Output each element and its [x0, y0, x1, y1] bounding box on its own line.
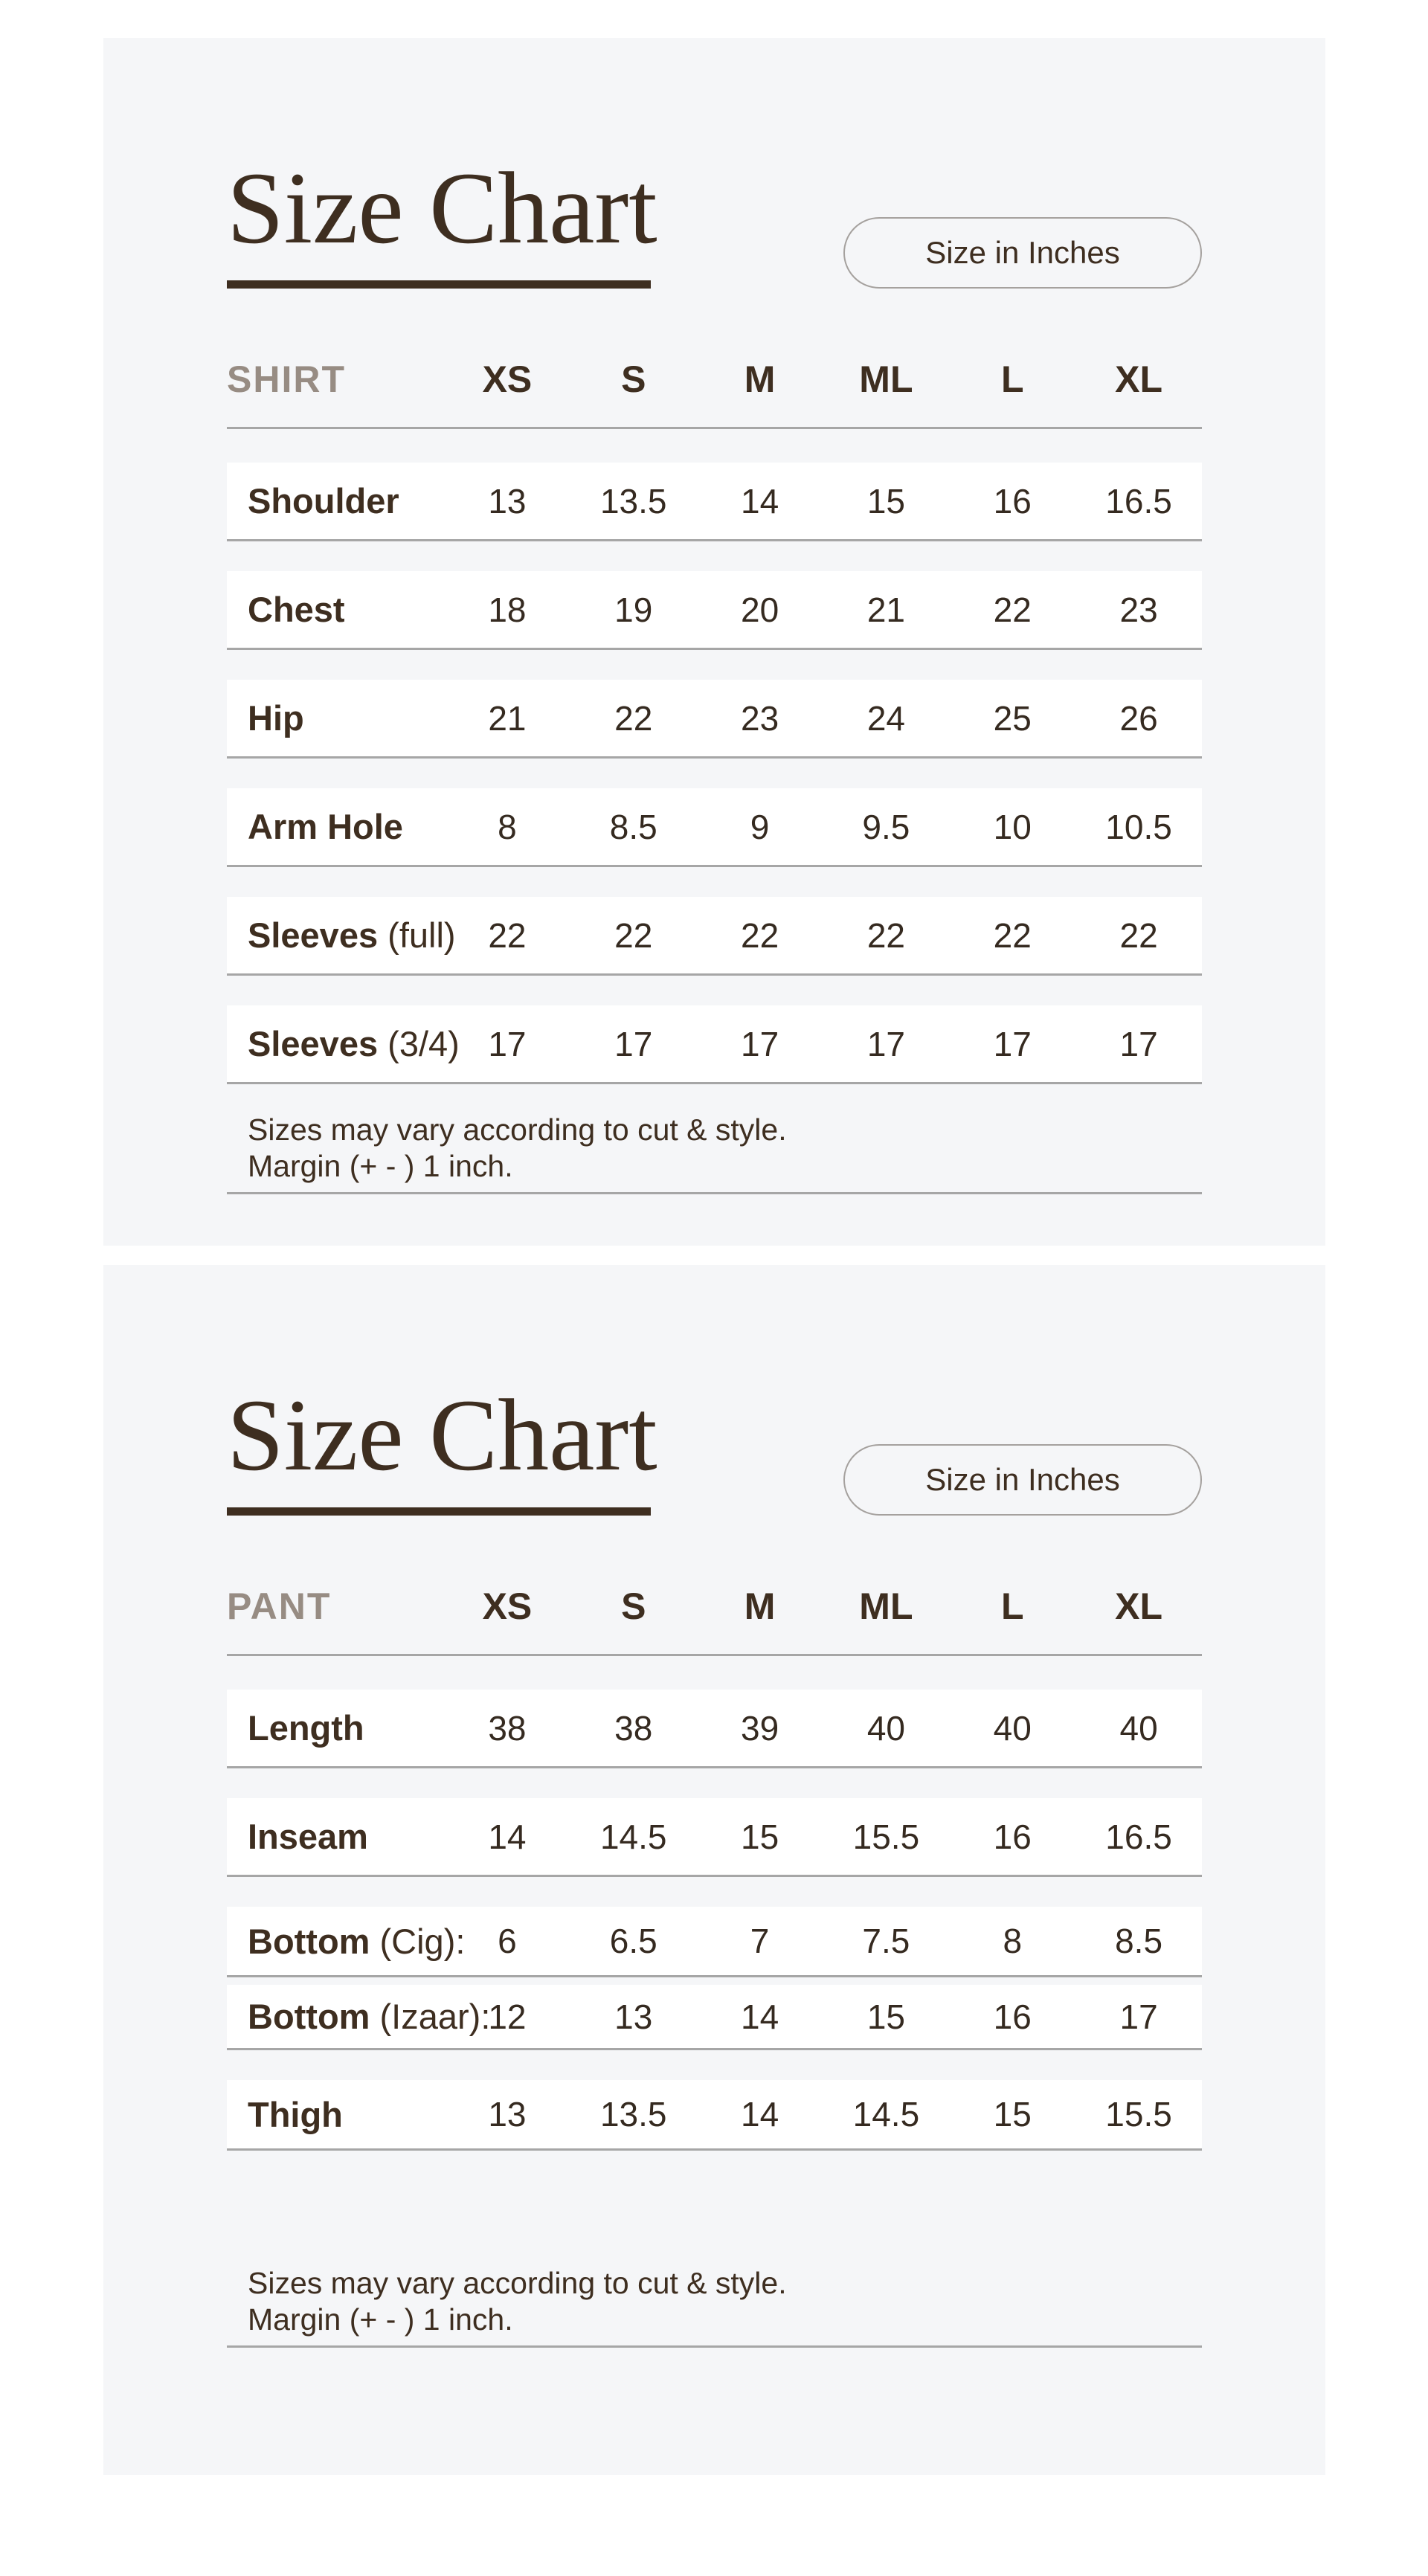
row-label	[227, 915, 456, 956]
row-label	[227, 480, 444, 521]
row-value: 8.5	[1115, 1922, 1163, 1960]
row-value: 24	[866, 698, 905, 738]
row-value: 16.5	[1105, 1817, 1172, 1856]
row-value: 22	[866, 915, 905, 955]
row-inseam	[227, 1798, 1202, 1877]
row-thigh	[227, 2080, 1202, 2151]
row-label-text: Arm Hole	[248, 807, 403, 846]
row-value: 38	[614, 1708, 653, 1748]
row-chest	[227, 571, 1202, 650]
row-label-text: Inseam	[248, 1817, 368, 1856]
row-value: 40	[1119, 1708, 1158, 1748]
row-value: 7.5	[862, 1922, 910, 1960]
row-value: 13.5	[599, 2095, 667, 2134]
row-label	[227, 1921, 466, 1962]
row-label-suffix: (Izaar):	[370, 1997, 491, 2036]
row-value: 17	[1119, 1997, 1158, 2036]
note-line-2: Margin (+ - ) 1 inch.	[248, 2302, 513, 2337]
row-value: 22	[614, 698, 653, 738]
row-value: 15	[740, 1817, 779, 1856]
row-label	[227, 806, 444, 847]
row-label-text: Sleeves	[248, 1024, 379, 1063]
size-chart-panel-shirt	[103, 38, 1325, 1246]
row-value: 13	[488, 481, 527, 521]
row-value: 10	[993, 807, 1032, 846]
size-column-header-xl: XL	[1115, 358, 1163, 400]
row-value: 17	[740, 1024, 779, 1063]
row-value: 13	[488, 2095, 527, 2134]
size-column-header-ml: ML	[859, 358, 913, 400]
row-value: 26	[1119, 698, 1158, 738]
row-value: 19	[614, 590, 653, 629]
row-value: 16.5	[1105, 481, 1172, 521]
size-column-header-ml: ML	[859, 1585, 913, 1627]
row-value: 22	[614, 915, 653, 955]
row-value: 17	[1119, 1024, 1158, 1063]
note-line-2: Margin (+ - ) 1 inch.	[248, 1149, 513, 1183]
row-value: 16	[993, 481, 1032, 521]
row-label	[227, 589, 444, 630]
row-label-text: Bottom	[248, 1997, 370, 2036]
row-value: 38	[488, 1708, 527, 1748]
row-value: 22	[740, 915, 779, 955]
row-value: 10.5	[1105, 807, 1172, 846]
note-line-1: Sizes may vary according to cut & style.	[248, 2266, 787, 2300]
row-value: 17	[488, 1024, 527, 1063]
size-in-inches-button[interactable]: Size in Inches	[843, 217, 1202, 289]
row-value: 8	[498, 807, 517, 846]
table-label-pant: PANT	[227, 1585, 332, 1627]
size-column-header-s: S	[621, 358, 646, 400]
row-value: 14	[740, 1997, 779, 2036]
row-value: 6	[498, 1922, 517, 1960]
row-value: 25	[993, 698, 1032, 738]
row-value: 23	[1119, 590, 1158, 629]
panel-header	[227, 1378, 1202, 1516]
row-value: 14	[740, 481, 779, 521]
row-value: 15	[993, 2095, 1032, 2134]
row-value: 22	[1119, 915, 1158, 955]
row-value: 8.5	[609, 807, 657, 846]
size-column-header-l: L	[1000, 1585, 1024, 1627]
row-value: 21	[866, 590, 905, 629]
note-line-1: Sizes may vary according to cut & style.	[248, 1112, 787, 1147]
measurement-rows	[227, 463, 1202, 1084]
size-column-header-l: L	[1000, 358, 1024, 400]
size-column-header-xl: XL	[1115, 1585, 1163, 1627]
row-value: 15	[866, 1997, 905, 2036]
row-label	[227, 1816, 444, 1857]
row-value: 15	[866, 481, 905, 521]
row-length	[227, 1690, 1202, 1768]
row-value: 13.5	[599, 481, 667, 521]
row-bottom-izaar	[227, 1985, 1202, 2050]
size-in-inches-button[interactable]: Size in Inches	[843, 1444, 1202, 1516]
row-label-suffix: (full)	[378, 915, 456, 955]
row-label-text: Hip	[248, 698, 304, 738]
row-value: 17	[614, 1024, 653, 1063]
row-value: 40	[993, 1708, 1032, 1748]
row-value: 15.5	[852, 1817, 920, 1856]
size-chart-title: Size Chart	[227, 151, 657, 265]
row-value: 20	[740, 590, 779, 629]
row-label	[227, 2094, 444, 2135]
row-value: 8	[1003, 1922, 1023, 1960]
row-value: 16	[993, 1997, 1032, 2036]
row-value: 23	[740, 698, 779, 738]
row-value: 9	[750, 807, 770, 846]
row-label	[227, 698, 444, 738]
row-arm-hole	[227, 788, 1202, 867]
row-label-suffix: (Cig):	[370, 1921, 466, 1961]
row-hip	[227, 680, 1202, 759]
row-value: 6.5	[609, 1922, 657, 1960]
table-header-row	[227, 358, 1202, 429]
row-shoulder	[227, 463, 1202, 541]
row-value: 17	[993, 1024, 1032, 1063]
size-column-header-xs: XS	[482, 358, 533, 400]
title-block	[227, 151, 657, 289]
size-chart-panel-pant	[103, 1265, 1325, 2475]
note-text	[227, 1112, 1202, 1185]
row-label	[227, 1707, 444, 1748]
row-value: 18	[488, 590, 527, 629]
row-value: 22	[488, 915, 527, 955]
row-label-text: Chest	[248, 590, 345, 629]
row-value: 39	[740, 1708, 779, 1748]
row-label	[227, 1996, 491, 2037]
row-sleeves-three-quarter	[227, 1005, 1202, 1084]
row-label	[227, 1023, 460, 1064]
row-value: 9.5	[862, 807, 910, 846]
row-value: 14	[488, 1817, 527, 1856]
row-value: 14.5	[599, 1817, 667, 1856]
row-sleeves-full	[227, 897, 1202, 976]
row-value: 15.5	[1105, 2095, 1172, 2134]
row-label-text: Shoulder	[248, 481, 399, 521]
table-header-row	[227, 1585, 1202, 1656]
table-label-shirt: SHIRT	[227, 358, 346, 400]
row-bottom-cig	[227, 1907, 1202, 1977]
row-value: 21	[488, 698, 527, 738]
note-divider	[227, 2345, 1202, 2348]
row-value: 40	[866, 1708, 905, 1748]
note-text	[227, 2265, 1202, 2338]
row-value: 22	[993, 915, 1032, 955]
row-label-suffix: (3/4)	[378, 1024, 460, 1063]
row-label-text: Bottom	[248, 1921, 370, 1961]
measurement-rows	[227, 1690, 1202, 2151]
row-value: 7	[750, 1922, 770, 1960]
size-column-header-m: M	[744, 358, 776, 400]
row-value: 14.5	[852, 2095, 920, 2134]
row-value: 16	[993, 1817, 1032, 1856]
note-divider	[227, 1192, 1202, 1194]
title-block	[227, 1378, 657, 1516]
row-value: 22	[993, 590, 1032, 629]
panel-header	[227, 151, 1202, 289]
row-label-text: Thigh	[248, 2094, 343, 2134]
row-value: 14	[740, 2095, 779, 2134]
size-chart-title: Size Chart	[227, 1378, 657, 1492]
row-value: 17	[866, 1024, 905, 1063]
size-column-header-xs: XS	[482, 1585, 533, 1627]
row-label-text: Length	[248, 1708, 364, 1748]
size-column-header-s: S	[621, 1585, 646, 1627]
row-label-text: Sleeves	[248, 915, 379, 955]
row-value: 13	[614, 1997, 653, 2036]
title-underline	[227, 1507, 651, 1516]
size-column-header-m: M	[744, 1585, 776, 1627]
title-underline	[227, 280, 651, 289]
row-value: 12	[488, 1997, 527, 2036]
